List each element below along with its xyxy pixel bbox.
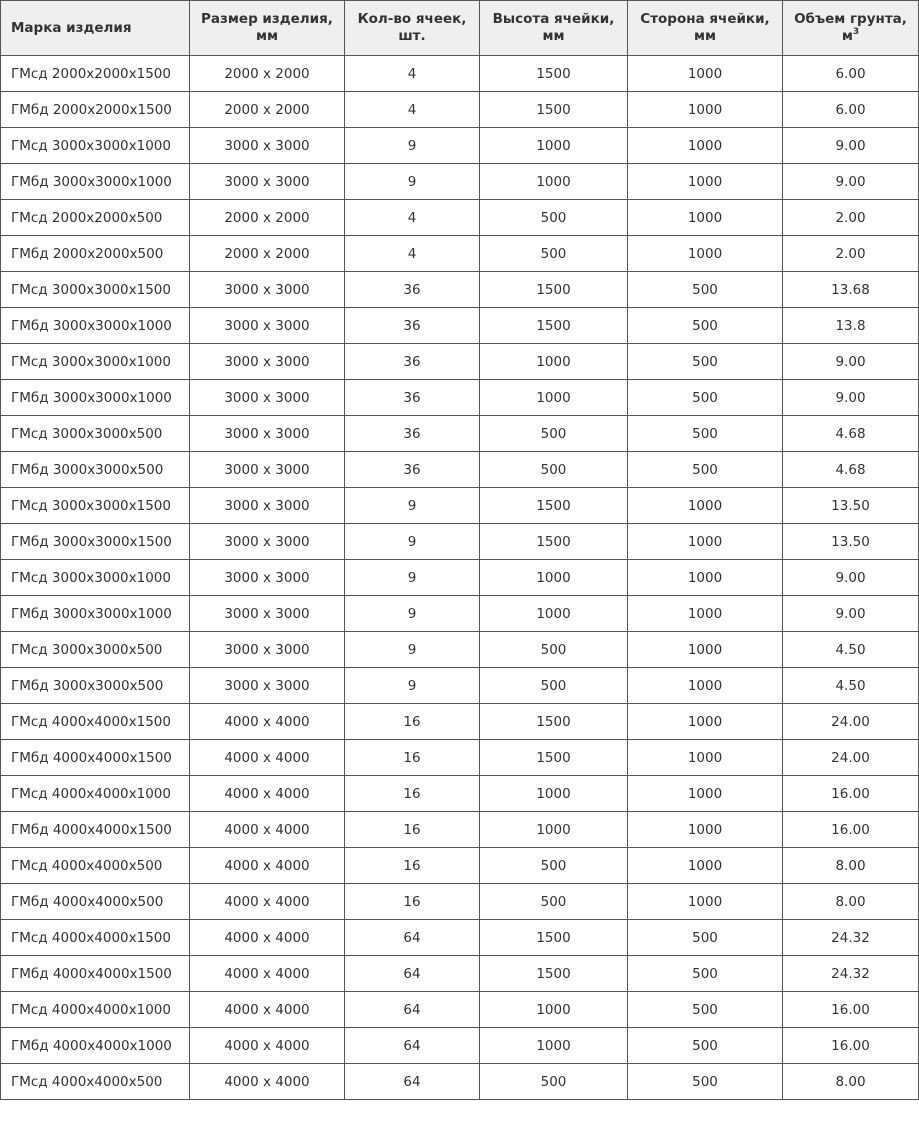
cell-soil-volume: 4.50: [783, 668, 919, 704]
cell-soil-volume: 2.00: [783, 200, 919, 236]
cell-product-brand: ГМсд 2000х2000х1500: [1, 56, 190, 92]
table-row: [1, 956, 919, 992]
cell-cell-height: 1500: [480, 56, 628, 92]
cell-cell-count: 9: [345, 560, 480, 596]
cell-cell-count: 64: [345, 1028, 480, 1064]
table-row: [1, 92, 919, 128]
table-row: [1, 632, 919, 668]
cell-cell-count: 16: [345, 704, 480, 740]
cell-cell-count: 16: [345, 848, 480, 884]
cell-product-size: 2000 х 2000: [190, 92, 345, 128]
cell-cell-height: 1500: [480, 704, 628, 740]
cell-cell-height: 500: [480, 668, 628, 704]
cell-product-brand: ГМбд 3000х3000х1500: [1, 524, 190, 560]
cell-soil-volume: 24.32: [783, 920, 919, 956]
cell-product-brand: ГМсд 3000х3000х1000: [1, 128, 190, 164]
cell-cell-count: 16: [345, 740, 480, 776]
cell-product-brand: ГМбд 2000х2000х1500: [1, 92, 190, 128]
cell-cell-height: 1500: [480, 920, 628, 956]
cell-cell-count: 16: [345, 884, 480, 920]
cell-cell-count: 9: [345, 488, 480, 524]
cell-cell-side: 500: [628, 344, 783, 380]
cell-cell-height: 1000: [480, 128, 628, 164]
cell-product-size: 3000 х 3000: [190, 524, 345, 560]
table-row: [1, 848, 919, 884]
cell-product-size: 4000 х 4000: [190, 920, 345, 956]
cell-product-size: 4000 х 4000: [190, 740, 345, 776]
table-row: [1, 236, 919, 272]
cell-cell-side: 1000: [628, 776, 783, 812]
cell-product-size: 3000 х 3000: [190, 308, 345, 344]
cell-cell-count: 16: [345, 776, 480, 812]
cell-cell-side: 500: [628, 416, 783, 452]
table-row: [1, 380, 919, 416]
cell-product-brand: ГМсд 2000х2000х500: [1, 200, 190, 236]
cell-cell-count: 36: [345, 344, 480, 380]
table-row: [1, 704, 919, 740]
cell-product-brand: ГМбд 3000х3000х500: [1, 668, 190, 704]
cell-product-size: 2000 х 2000: [190, 236, 345, 272]
cell-product-size: 3000 х 3000: [190, 164, 345, 200]
cell-cell-side: 1000: [628, 128, 783, 164]
cell-cell-height: 1000: [480, 164, 628, 200]
cell-product-brand: ГМбд 4000х4000х1500: [1, 740, 190, 776]
cell-cell-count: 9: [345, 668, 480, 704]
cell-cell-count: 4: [345, 200, 480, 236]
table-row: [1, 524, 919, 560]
cell-product-size: 2000 х 2000: [190, 56, 345, 92]
cell-cell-height: 1500: [480, 488, 628, 524]
table-row: [1, 560, 919, 596]
header-soil-volume-unit-superscript: 3: [852, 27, 860, 37]
table-row: [1, 776, 919, 812]
cell-soil-volume: 24.00: [783, 704, 919, 740]
cell-product-size: 4000 х 4000: [190, 776, 345, 812]
cell-cell-height: 1000: [480, 344, 628, 380]
cell-cell-side: 1000: [628, 812, 783, 848]
cell-product-brand: ГМбд 4000х4000х1500: [1, 812, 190, 848]
header-cell-count: Кол-во ячеек, шт.: [345, 1, 480, 56]
cell-product-size: 4000 х 4000: [190, 1028, 345, 1064]
cell-product-brand: ГМсд 3000х3000х500: [1, 632, 190, 668]
cell-cell-count: 4: [345, 236, 480, 272]
table-row: [1, 416, 919, 452]
cell-product-brand: ГМбд 4000х4000х500: [1, 884, 190, 920]
cell-product-brand: ГМсд 3000х3000х1500: [1, 488, 190, 524]
cell-soil-volume: 13.8: [783, 308, 919, 344]
cell-product-brand: ГМбд 3000х3000х1000: [1, 596, 190, 632]
cell-soil-volume: 6.00: [783, 92, 919, 128]
cell-cell-height: 1500: [480, 272, 628, 308]
cell-cell-count: 36: [345, 452, 480, 488]
cell-cell-height: 1000: [480, 380, 628, 416]
cell-cell-height: 1500: [480, 524, 628, 560]
table-row: [1, 308, 919, 344]
cell-cell-side: 500: [628, 452, 783, 488]
cell-cell-count: 64: [345, 992, 480, 1028]
cell-soil-volume: 16.00: [783, 812, 919, 848]
cell-product-brand: ГМбд 3000х3000х1000: [1, 380, 190, 416]
table-row: [1, 128, 919, 164]
table-row: [1, 884, 919, 920]
table-row: [1, 272, 919, 308]
cell-soil-volume: 24.00: [783, 740, 919, 776]
cell-cell-height: 1500: [480, 740, 628, 776]
cell-product-brand: ГМбд 3000х3000х1000: [1, 164, 190, 200]
cell-cell-side: 500: [628, 308, 783, 344]
cell-cell-height: 500: [480, 416, 628, 452]
cell-cell-side: 1000: [628, 236, 783, 272]
table-row: [1, 740, 919, 776]
cell-product-brand: ГМбд 3000х3000х1000: [1, 308, 190, 344]
cell-product-size: 3000 х 3000: [190, 344, 345, 380]
cell-cell-side: 1000: [628, 668, 783, 704]
table-row: [1, 920, 919, 956]
cell-product-size: 3000 х 3000: [190, 632, 345, 668]
cell-cell-side: 500: [628, 1028, 783, 1064]
cell-cell-count: 64: [345, 956, 480, 992]
cell-product-size: 3000 х 3000: [190, 380, 345, 416]
cell-cell-side: 1000: [628, 488, 783, 524]
cell-product-brand: ГМсд 4000х4000х1000: [1, 992, 190, 1028]
cell-cell-height: 500: [480, 632, 628, 668]
cell-cell-height: 500: [480, 236, 628, 272]
cell-cell-side: 500: [628, 272, 783, 308]
table-row: [1, 164, 919, 200]
cell-product-size: 4000 х 4000: [190, 992, 345, 1028]
cell-product-size: 3000 х 3000: [190, 560, 345, 596]
cell-cell-side: 1000: [628, 704, 783, 740]
table-row: [1, 56, 919, 92]
cell-cell-height: 500: [480, 848, 628, 884]
cell-cell-count: 36: [345, 308, 480, 344]
cell-cell-height: 1000: [480, 812, 628, 848]
cell-product-brand: ГМсд 4000х4000х500: [1, 1064, 190, 1100]
cell-soil-volume: 9.00: [783, 128, 919, 164]
cell-product-brand: ГМсд 4000х4000х1500: [1, 704, 190, 740]
cell-soil-volume: 16.00: [783, 776, 919, 812]
cell-soil-volume: 9.00: [783, 164, 919, 200]
cell-product-brand: ГМбд 3000х3000х500: [1, 452, 190, 488]
cell-product-size: 4000 х 4000: [190, 1064, 345, 1100]
cell-product-brand: ГМсд 3000х3000х1000: [1, 344, 190, 380]
table-row: [1, 452, 919, 488]
cell-cell-count: 9: [345, 524, 480, 560]
cell-product-size: 3000 х 3000: [190, 272, 345, 308]
cell-soil-volume: 9.00: [783, 596, 919, 632]
cell-product-brand: ГМсд 4000х4000х1000: [1, 776, 190, 812]
cell-product-size: 3000 х 3000: [190, 452, 345, 488]
cell-product-size: 3000 х 3000: [190, 596, 345, 632]
cell-cell-count: 9: [345, 164, 480, 200]
cell-cell-side: 1000: [628, 92, 783, 128]
cell-cell-side: 500: [628, 956, 783, 992]
cell-cell-count: 4: [345, 56, 480, 92]
cell-soil-volume: 9.00: [783, 560, 919, 596]
cell-product-size: 3000 х 3000: [190, 668, 345, 704]
cell-cell-side: 500: [628, 380, 783, 416]
cell-cell-height: 1000: [480, 1028, 628, 1064]
cell-cell-side: 500: [628, 920, 783, 956]
table-row: [1, 200, 919, 236]
cell-product-size: 3000 х 3000: [190, 488, 345, 524]
cell-product-brand: ГМсд 3000х3000х1500: [1, 272, 190, 308]
table-row: [1, 668, 919, 704]
cell-cell-count: 9: [345, 632, 480, 668]
cell-product-size: 3000 х 3000: [190, 416, 345, 452]
cell-cell-height: 500: [480, 200, 628, 236]
cell-product-brand: ГМсд 4000х4000х500: [1, 848, 190, 884]
cell-cell-height: 500: [480, 452, 628, 488]
table-header: [1, 1, 919, 56]
table-row: [1, 596, 919, 632]
cell-cell-count: 36: [345, 272, 480, 308]
cell-product-size: 3000 х 3000: [190, 128, 345, 164]
cell-cell-count: 9: [345, 128, 480, 164]
cell-cell-height: 1500: [480, 308, 628, 344]
cell-cell-side: 1000: [628, 740, 783, 776]
header-soil-volume: [783, 1, 919, 56]
header-cell-height: Высота ячейки, мм: [480, 1, 628, 56]
cell-soil-volume: 13.50: [783, 524, 919, 560]
cell-product-size: 4000 х 4000: [190, 884, 345, 920]
cell-soil-volume: 13.50: [783, 488, 919, 524]
cell-soil-volume: 8.00: [783, 884, 919, 920]
cell-soil-volume: 6.00: [783, 56, 919, 92]
table-row: [1, 992, 919, 1028]
cell-cell-side: 1000: [628, 884, 783, 920]
cell-product-brand: ГМбд 2000х2000х500: [1, 236, 190, 272]
cell-cell-count: 9: [345, 596, 480, 632]
cell-soil-volume: 24.32: [783, 956, 919, 992]
cell-soil-volume: 4.68: [783, 452, 919, 488]
cell-cell-height: 1000: [480, 560, 628, 596]
cell-product-brand: ГМбд 4000х4000х1000: [1, 1028, 190, 1064]
cell-cell-count: 36: [345, 380, 480, 416]
cell-cell-height: 1000: [480, 776, 628, 812]
cell-soil-volume: 4.68: [783, 416, 919, 452]
cell-cell-count: 64: [345, 1064, 480, 1100]
header-product-size: Размер изделия, мм: [190, 1, 345, 56]
cell-product-brand: ГМсд 3000х3000х1000: [1, 560, 190, 596]
table-row: [1, 344, 919, 380]
cell-cell-side: 500: [628, 1064, 783, 1100]
cell-product-size: 4000 х 4000: [190, 812, 345, 848]
cell-soil-volume: 9.00: [783, 380, 919, 416]
cell-cell-side: 1000: [628, 200, 783, 236]
cell-cell-side: 1000: [628, 596, 783, 632]
cell-soil-volume: 9.00: [783, 344, 919, 380]
cell-cell-height: 1000: [480, 992, 628, 1028]
cell-cell-height: 1500: [480, 92, 628, 128]
cell-product-brand: ГМсд 3000х3000х500: [1, 416, 190, 452]
header-cell-side: Сторона ячейки, мм: [628, 1, 783, 56]
cell-cell-height: 1000: [480, 596, 628, 632]
cell-product-size: 4000 х 4000: [190, 704, 345, 740]
header-row: [1, 1, 919, 56]
cell-product-brand: ГМсд 4000х4000х1500: [1, 920, 190, 956]
cell-product-size: 4000 х 4000: [190, 956, 345, 992]
cell-cell-height: 500: [480, 1064, 628, 1100]
cell-cell-side: 1000: [628, 848, 783, 884]
cell-soil-volume: 8.00: [783, 848, 919, 884]
cell-cell-side: 500: [628, 992, 783, 1028]
cell-soil-volume: 16.00: [783, 992, 919, 1028]
table-body: [1, 56, 919, 1100]
cell-product-brand: ГМбд 4000х4000х1500: [1, 956, 190, 992]
cell-product-size: 2000 х 2000: [190, 200, 345, 236]
cell-cell-count: 64: [345, 920, 480, 956]
cell-cell-height: 1500: [480, 956, 628, 992]
cell-product-size: 4000 х 4000: [190, 848, 345, 884]
cell-soil-volume: 16.00: [783, 1028, 919, 1064]
header-soil-volume-label: Объем грунта, м: [794, 11, 907, 44]
cell-cell-height: 500: [480, 884, 628, 920]
cell-cell-side: 1000: [628, 56, 783, 92]
table-row: [1, 812, 919, 848]
cell-cell-side: 1000: [628, 524, 783, 560]
cell-cell-side: 1000: [628, 632, 783, 668]
table-row: [1, 1064, 919, 1100]
table-row: [1, 1028, 919, 1064]
table-row: [1, 488, 919, 524]
cell-cell-side: 1000: [628, 560, 783, 596]
cell-soil-volume: 13.68: [783, 272, 919, 308]
cell-cell-count: 4: [345, 92, 480, 128]
cell-soil-volume: 8.00: [783, 1064, 919, 1100]
cell-soil-volume: 2.00: [783, 236, 919, 272]
cell-cell-count: 16: [345, 812, 480, 848]
cell-cell-count: 36: [345, 416, 480, 452]
cell-cell-side: 1000: [628, 164, 783, 200]
header-product-brand: Марка изделия: [1, 1, 190, 56]
cell-soil-volume: 4.50: [783, 632, 919, 668]
